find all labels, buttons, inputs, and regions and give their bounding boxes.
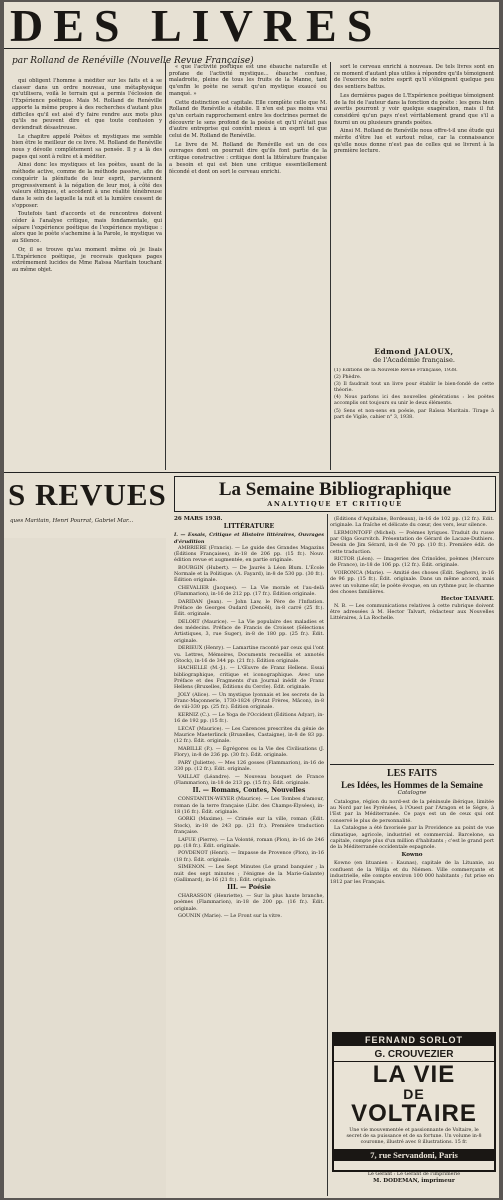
section-heading: LITTÉRATURE: [223, 523, 275, 531]
footnote: (2) Phèdre.: [334, 375, 362, 381]
newspaper-page: [4, 2, 499, 1198]
bibliography-entry: LAFUE (Pierre). — La Volonté, roman (Plon), in-16 de 246 pp. (18 fr.). Édit. originale.: [174, 836, 324, 849]
footnote: (3) Il faudrait tout un livre pour établir le bien-fondé de cette théorie.: [334, 382, 494, 394]
column-divider: [330, 62, 331, 470]
paragraph: Kowno (en lituanien : Kaunas), capitale de la Lituanie, au confluent de la Wilija et du Niémen. Ville commerçante et industrielle, elle compte environ 100 000 habitants ; fut prise en 1812 par les Français.: [330, 860, 494, 885]
semaine-header: [174, 476, 496, 512]
paragraph: qui obligent l'homme à méditer sur les faits et à se classer dans un ordre nouveau, une métaphysique qu'utilisera, voilà le terrain qui a permis l'éclosion de l'Expérience poétique. Mais M. Rolland de Renéville apporte la même propre à des recherches d'autant plus difficiles qu'il est aisé d'y faire rendre aux mots plus qu'ils ne peuvent dire et que toute confusion y deviendrait désastreuse.: [12, 78, 162, 131]
ad-address: 7, rue Servandoni, Paris: [334, 1149, 494, 1161]
faits-title: LES FAITS: [386, 768, 438, 779]
subsection-heading: II. — Romans, Contes, Nouvelles: [192, 787, 306, 795]
footnote: (4) Nous parlons ici des nouvelles générations : les poètes accomplis ont toujours su unir le deux éléments.: [334, 395, 494, 407]
paragraph: Cette distinction est capitale. Elle complète celle que M. Rolland de Renéville a établie. Il n'en est pas moins vrai qu'un certain rapprochement entre les doctrines permet de découvrir le sens profond de la poésie et qu'il n'était pas d'autre entreprise qui convînt mieux à un esprit tel que celui de M. Rolland de Renéville.: [169, 99, 327, 140]
paragraph: Ainsi M. Rolland de Renéville nous offre-t-il une étude qui mérite d'être lue et surtout relue, car la connaissance qu'elle nous donne n'est pas de celles qui se livrent à la première lecture.: [334, 128, 494, 155]
author-name: Edmond JALOUX,: [374, 347, 454, 356]
bibliography-entry: JOLY (Alice). — Un mystique lyonnais et les secrets de la Franc-Maçonnerie, 1730-1824 (Protat Frères, Mâcon), in-8 de viii-330 pp. (25 fr.). Édition originale.: [174, 691, 324, 711]
bibliography-column-right: [330, 516, 494, 760]
article-column-3: [334, 64, 494, 346]
issue-date: 26 MARS 1938.: [174, 516, 223, 522]
book-advertisement: [332, 1032, 496, 1172]
bibliography-signature: Hector TALVART.: [440, 596, 494, 603]
column-divider: [165, 62, 166, 470]
author-title: de l'Académie française.: [373, 356, 455, 364]
bibliography-entry: LECAT (Maurice). — Les Carences prescrites du génie de Maurice Maeterlinck (Bruxelles, Castaigne), in-8 de 83 pp. (12 fr.). Édit. originale.: [174, 725, 324, 745]
bibliography-entry: DARIDAN (Jean). — John Law, le Père de l'Inflation. Préface de Georges Oudard (Denoël), in-8 carré (25 fr.). Édit. originale.: [174, 598, 324, 618]
bibliography-entry: CONSTANTIN-WEYER (Maurice). — Les Tombes d'amour, roman de la terre française (Libr. des Champs-Élysées), in-18 (16 fr.). Édit. originale.: [174, 796, 324, 815]
printer-imprint: [334, 1172, 494, 1184]
bibliography-entry: BOURGIN (Hubert). — De Jaurès à Léon Blum. L'École Normale et la Politique. (A. Fayard), in-8 de 530 pp. (30 fr.). Édition originale.: [174, 564, 324, 584]
article-footnotes: [334, 368, 494, 468]
section-divider: [4, 472, 499, 473]
bibliography-entry: GORKI (Maxime). — Crimée sur la ville, roman (Édit. Stock), in-18 de 243 pp. (21 fr.). Première traduction française.: [174, 816, 324, 835]
bibliography-entry: VAILLAT (Léandre). — Nouveau bouquet de France (Flammarion), in-18 de 213 pp. (15 fr.). Édit. originale.: [174, 773, 324, 786]
bibliography-entry: LERMONTOFF (Michel). — Poèmes lyriques. Traduit du russe par Olga Gourvitch. Présentation de Gérard de Lacaze-Duthiers. Dessin de Jim Sérard, in-8 de 70 pp. (10 fr.). Première édit. de cette traduction.: [330, 529, 494, 555]
bibliography-entry: MABILLE (P.). — Égrégores ou la Vie des Civilisations (J. Flory), in-8 de 236 pp. (30 fr.). Édit. originale.: [174, 745, 324, 759]
faits-category: Catalogne: [397, 790, 427, 796]
footnote: (5) Sens et non-sens en poésie, par Raïssa Maritain. Tirage à part de Vigile, cahier n° 3, 1938.: [334, 408, 494, 420]
blank-margin: [4, 538, 166, 1198]
paragraph: Le livre de M. Rolland de Renéville est un de ces ouvrages dont on pourrait dire qu'ils font partie de la critique constructive : critique dont la littérature française a besoin et qui est bien une critique essentiellement fécondé et dont on sort le cerveau enrichi.: [169, 141, 327, 175]
bibliography-entry: AMBRIERE (Francis). — Le guide des Grandes Magazins (Éditions Françaises), in-18 de 206 pp. (15 fr.). Nouv. édition revue et augmentée, en partie originale.: [174, 544, 324, 564]
article-signature: [334, 348, 494, 364]
paragraph: Or, il se trouve qu'au moment même où je lisais L'Expérience poétique, je recevais quelques pages extrêmement lucides de Mme Raïssa Maritain touchant au même objet.: [12, 246, 162, 273]
paragraph: sort le cerveau enrichi à nouveau. De tels livres sont en ce moment d'autant plus utiles à répondre qu'ils témoignent de l'exercice de notre esprit qu'il s'éloignent quelque peu des sentiers battus.: [334, 64, 494, 91]
revues-heading: S REVUES: [8, 477, 167, 512]
banner-title: DES LIVRES: [10, 2, 383, 49]
paragraph: La Catalogne a été favorisée par la Providence au point de vue climatique, agricole, industriel et commercial. Barcelone, sa capitale, compte plus d'un million d'habitants ; c'est le grand port de la Méditerranée occidentale espagnole.: [330, 825, 494, 850]
article-column-1: [12, 78, 162, 468]
ad-description: Une vie mouvementée et passionnante de Voltaire, le secret de sa puissance et de sa fortune. Un volume in-8 couronne, illustré avec 8 illustrations. 15 fr.: [346, 1128, 482, 1145]
bibliography-entry: CHEVALIER (Jacques). — La Vie morale et l'au-delà (Flammarion), in-16 de 212 pp. (17 fr.). Édition originale.: [174, 585, 324, 598]
bibliography-entry: PARY (Juliette). — Mes 126 gosses (Flammarion), in-16 de 330 pp. (12 fr.). Édit. originale.: [174, 759, 324, 773]
faits-section: [330, 764, 494, 1027]
footnote: (1) Éditions de la Nouvelle Revue Française, 1938.: [334, 368, 458, 373]
paragraph: Toutefois tant d'accords et de rencontres doivent céder à l'analyse critique, mais fondamentale, qui sépare l'expérience poétique de l'expérience mystique : alors que le poète s'achemine à la Parole, le mystique va au Silence.: [12, 211, 162, 245]
subsection-heading: I. — Essais, Critique et Histoire littéraires, Ouvrages d'érudition: [174, 532, 324, 545]
bibliography-entry: KERNIZ (C.). — Le Yoga de l'Occident (Éditions Adyar), in-16 de 192 pp. (15 fr.).: [174, 711, 324, 725]
section-banner: [4, 2, 499, 49]
paragraph: Catalogne, région du nord-est de la péninsule ibérique, limitée au Nord par les Pyrénées, à l'Ouest par l'Aragon et le Ségre, à l'Est par la Méditerranée. Ce pays est un de ceux qui ont conservé le plus de personnalité.: [330, 799, 494, 824]
subsection-heading: III. — Poésie: [227, 883, 271, 891]
bibliography-entry: VOIRONCA (Marie). — Amitié des choses (Édit. Seghers), in-16 de 96 pp. (15 fr.). Édit. originale. Dans un même accord, mais avec un volume sûr, le poète évoque, en un rythme pur, le charme des choses familières.: [330, 570, 494, 595]
bibliography-entry: DERIEUX (Henry). — Lamartine raconté par ceux qui l'ont vu. Lettres, Mémoires, Documents recueillis et annotés (Stock), in-16 de 344 pp. (21 fr.). Édition originale.: [174, 645, 324, 664]
article-column-2: [169, 64, 327, 468]
bibliography-column-left: [174, 516, 324, 1196]
revues-subheading: ques Maritain, Henri Pourrat, Gabriel Mar...: [10, 518, 134, 524]
imprint-gerant: M. DODEMAN, imprimeur: [373, 1178, 455, 1184]
ad-author: G. CROUVEZIER: [334, 1048, 494, 1062]
bibliography-entry: RICTOR (Léon). — Imageries des Crinoïdes, poèmes (Mercure de France), in-18 de 106 pp. (12 fr.). Édit. originale.: [330, 556, 494, 569]
bibliography-entry: HACHELLE (M.-J.). — L'Œuvre de Franz Hellens. Essai bibliographique, critique et iconographique. Avec une Préface et des Fragments d'un Journal inédit de Franz Hellens (Bruxelles, Éditions du Cercle). Édit. originale.: [174, 665, 324, 691]
bibliography-entry: GOUNIN (Marie). — Le Front sur la vitre.: [178, 913, 282, 920]
paragraph: Le chapitre appelé Poètes et mystiques me semble bien être le meilleur de ce livre. M. Rolland de Renéville nous y dévoile complètement sa pensée. Il y a là des pages qui sont à relire et à méditer.: [12, 133, 162, 160]
ad-title-line: DE: [403, 1086, 425, 1102]
bibliography-entry: SIMENON. — Les Sept Minutes (Le grand banquier ; la nuit des sept minutes ; l'énigme de la Marie-Galante) (Gallimard), in-16 (21 fr.). Édit. originale.: [174, 864, 324, 883]
paragraph: « que l'activité poétique est une ébauche naturelle et profane de l'activité mystique... ébauche confuse, maladroite, pleine de tous les fruits de la Manne, tant qu'enfin le poète ne serait qu'un mystique exaucé ou manqué. »: [169, 64, 327, 97]
editorial-note: N. B. — Les communications relatives à cette rubrique doivent être adressées à M. Hector Talvart, rédacteur aux Nouvelles Littéraires, à La Rochelle.: [330, 602, 494, 622]
ad-title-line: LA VIE: [372, 1061, 456, 1088]
bibliography-entry: (Éditions d'Aquitaine, Bordeaux), in-16 de 102 pp. (12 fr.). Édit. originale. La fraîche et délicate du cœur, des vers, leur silence.: [330, 516, 494, 529]
article-byline: par Rolland de Renéville (Nouvelle Revue Française): [12, 56, 254, 66]
paragraph: Les dernières pages de L'Expérience poétique témoignent de la foi de l'auteur dans la fonction du poète : les gens bien avertis pourront y voir quelque exagération, mais il fut considéré qu'un pays n'est véritablement grand que s'il a fourni un ou plusieurs grands poètes.: [334, 92, 494, 126]
ad-publisher: FERNAND SORLOT: [334, 1034, 494, 1046]
faits-body: [330, 799, 494, 885]
paragraph: Ainsi donc les mystiques et les poètes, usant de la méthode active, comme de la méthode passive, afin de conquérir la plénitude de leur esprit, parviennent progressivement à la négation de leur moi, à côté des valeurs éthiques, et accèdent à une réalité ténébreuse dans le sein de laquelle la nuit et la lumière cessent de s'opposer.: [12, 162, 162, 209]
bibliography-entry: POVDENOT (Henri). — Impasse de Provence (Plon), in-16 (18 fr.). Édit. originale.: [174, 850, 324, 863]
bibliography-entry: DELORT (Maurice). — La Vie populaire des maladies et des médecins. Préface de Francis de Croisset (Sélections Artistiques, 3, rue Suger), in-8 de 180 pp. (25 fr.). Édit. originale.: [174, 619, 324, 644]
semaine-subtitle: ANALYTIQUE ET CRITIQUE: [267, 500, 403, 508]
faits-category: Kowno: [401, 852, 423, 859]
column-divider: [327, 514, 328, 1196]
bibliography-entry: CHARASSON (Henriette). — Sur la plus haute branche, poèmes (Flammarion), in-18 de 200 pp. (16 fr.). Édit. originale.: [174, 893, 324, 912]
faits-subtitle: Les Idées, les Hommes de la Semaine: [341, 780, 483, 790]
ad-title-line: VOLTAIRE: [351, 1100, 477, 1127]
semaine-title: La Semaine Bibliographique: [218, 479, 452, 500]
imprint-line: Le Gérant : Le Gérant de l'imprimerie: [367, 1172, 461, 1177]
